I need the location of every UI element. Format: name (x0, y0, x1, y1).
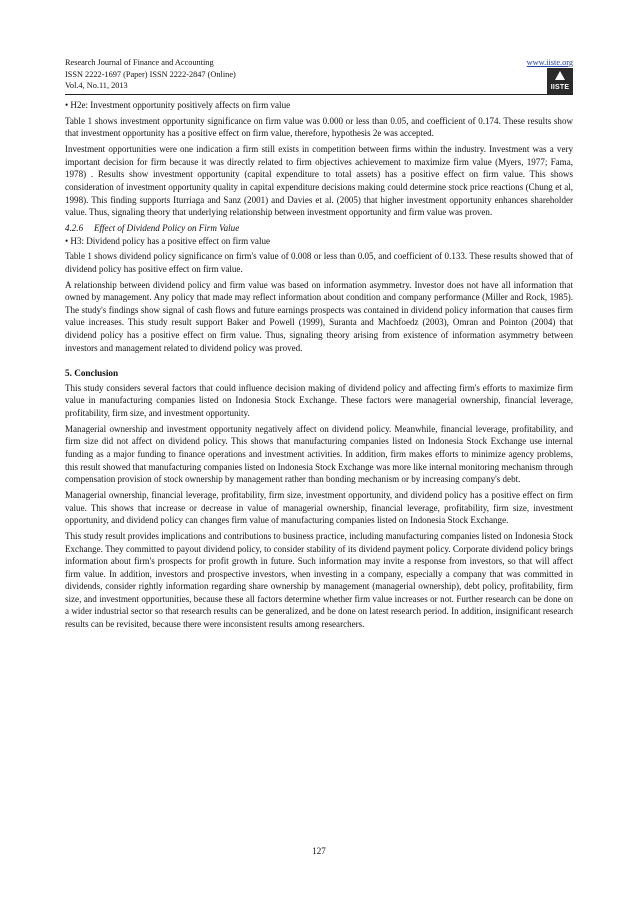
journal-name: Research Journal of Finance and Accounting (65, 58, 214, 67)
iiste-logo (547, 68, 573, 95)
hypothesis-h3: • H3: Dividend policy has a positive effect on firm value (65, 235, 270, 246)
issn: ISSN 2222-1697 (Paper) ISSN 2222-2847 (Online) (65, 69, 236, 79)
paragraph: Managerial ownership, financial leverage, profitability, firm size, investment opportunity, and dividend policy has a positive effect on firm value. This shows that increase or decrease in value of managerial ownership, financial leverage, profitability, firm size, investment opportunity, and dividend policy can changes firm value of manufacturing companies listed on Indonesia Stock Exchange. (65, 489, 573, 526)
paragraph: Table 1 shows investment opportunity significance on firm value was 0.000 or less than 0.05, and coefficient of 0.174. These results show that investment opportunity has a positive effect on firm value, therefore, hypothesis 2e was accepted. (65, 115, 573, 139)
subsection-number: 4.2.6 (65, 222, 84, 233)
subsection-heading (65, 222, 573, 235)
article-body (65, 99, 573, 634)
paragraph: Investment opportunities were one indication a firm still exists in competition between firms within the industry. Investment was a very important decision for firm because it was directly related to firm objectives achievement to maximize firm value (Myers, 1977; Fama, 1978) . Results show investment opportunity (capital expenditure to total assets) has a positive effect on firm value. This shows consideration of investment opportunity quality in capital expenditure decisions making could determine stock price reactions (Chung et al, 1998). This finding supports Iturriaga and Sanz (2001) and Davies et al. (2005) that higher investment opportunity enhances shareholder value. Thus, signaling theory that underlying relationship between investment opportunity and firm value was proven. (65, 144, 573, 218)
paragraph: A relationship between dividend policy and firm value was based on information asymmetry. Investor does not have all information that owned by management. Any policy that made may reflect information about condition and company performance (Miller and Rock, 1985). The study's findings show signal of cash flows and future earnings prospects was contained in dividend policy information that causes firm value increases. This study result support Baker and Powell (1999), Suranta and Machfoedz (2003), Omran and Pointon (2004) that dividend policy has a positive effect on firm value. Thus, signaling theory arising from existence of information asymmetry between investors and management related to dividend policy was proved. (65, 279, 573, 353)
journal-info (65, 57, 573, 92)
journal-url-link[interactable]: www.iiste.org (526, 58, 573, 67)
subsection-title: Effect of Dividend Policy on Firm Value (94, 222, 240, 233)
paragraph: This study considers several factors that could influence decision making of dividend policy and affecting firm's efforts to maximize firm value in manufacturing companies listed on Indonesia Stock Exchange. These factors were managerial ownership, financial leverage, profitability, firm size, and investment opportunity. (65, 382, 573, 418)
logo-triangle-icon (555, 71, 565, 80)
page-number: 127 (312, 846, 326, 856)
paragraph: Table 1 shows dividend policy significance on firm's value of 0.008 or less than 0.05, and coefficient of 0.133. These results showed that of dividend policy has positive effect on firm value. (65, 251, 573, 274)
page-header (65, 57, 573, 92)
volume-issue: Vol.4, No.11, 2013 (65, 81, 128, 90)
header-divider (65, 94, 573, 95)
paragraph: This study result provides implications and contributions to business practice, including manufacturing companies listed on Indonesia Stock Exchange. They committed to payout dividend policy, to consider stability of its dividend payment policy. Corporate dividend policy brings information about firm's prospects for profit growth in future. Such information may invite a response from investors, so that will affect firm value. In addition, investors and prospective investors, when investing in a company, especially a company that was committed in dividends, consider rightly information regarding share ownership by management (managerial ownership), debt policy, profitability, firm size, and investment opportunities, because these all factors determine whether firm value increases or not. Further research can be done on a wider industrial sector so that research results can be generalized, and be done on latest research period. In addition, insignificant research results can be revisited, because there were inconsistent results among researchers. (65, 530, 573, 630)
section-heading-conclusion: 5. Conclusion (65, 368, 119, 379)
hypothesis-h2e: • H2e: Investment opportunity positively affects on firm value (65, 100, 291, 110)
logo-text: IISTE (550, 83, 570, 91)
paragraph: Managerial ownership and investment opportunity negatively affect on dividend policy. Meanwhile, financial leverage, profitability, and firm size did not affect on dividend policy. This shows that manufacturing companies listed on Indonesia Stock Exchange use internal funding as a major funding to finance operations and investment activities. In addition, firm makes efforts to minimize agency problems, this result showed that manufacturing companies listed on Indonesia Stock Exchange was more like internal monitoring mechanism through compensation provision of stock ownership by management rather than bonding mechanism or by increasing company's debt. (65, 423, 573, 485)
